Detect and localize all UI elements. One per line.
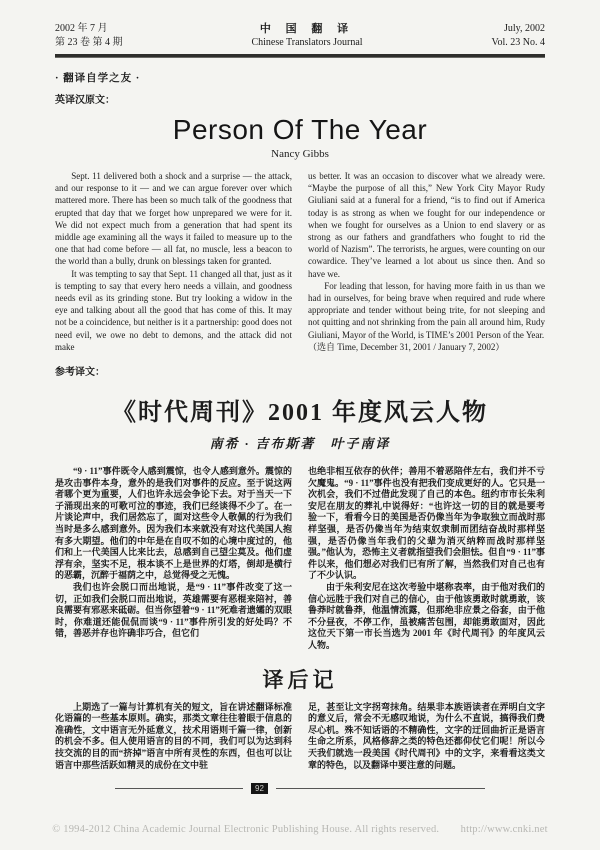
- header-issue-cn: [55, 22, 123, 50]
- translation-title: 《时代周刊》2001 年度风云人物: [112, 400, 488, 427]
- header-date-cn: 2002 年 7 月: [55, 23, 108, 34]
- column-section-label: · 翻译自学之友 ·: [55, 73, 141, 84]
- translation-paragraph: 我们也许会脱口而出地说，是“9 · 11”事件改变了这一切，正如我们会脱口而出地说，英雄需要有恶棍来陪衬，善良需要有邪恶来砥砺。但当你望着“9 · 11”死难者遗孀的双眼时，你难道还能侃侃而谈“9 · 11”事件所引发的好处吗？不错，善恶并存也许确非巧合，但它们: [55, 581, 292, 639]
- footer-rule-left: [115, 788, 243, 789]
- copyright-notice: © 1994-2012 China Academic Journal Electronic Publishing House. All rights reserved. http://www.cnki.net: [52, 824, 548, 835]
- postscript-paragraph: 上期选了一篇与计算机有关的短文，旨在讲述翻译标准化语篇的一些基本原则。确实，那类文章往往着眼于信息的准确性，文中语言无外延意义，技术用语则千篇一律，创新的机会不多。但人使用语言的目的不同，我们可以为达到科技交流的目的而“挤掉”语言中所有灵性的东西，但也可以让语言中那些活跃如精灵的成份在文中驻: [55, 701, 292, 770]
- postscript-paragraph: 足，甚至让文字拐弯抹角。结果非本族语读者在弄明白文字的意义后，常会不无感叹地说，为什么不直说，搞得我们费尽心机。殊不知话语的不精确性，文字的迂回曲折正是语言生命之所系，风格修辞之类的特色还都仰仗它们呢！所以今天我们就选一段美国《时代周刊》中的文字，来看看这类文章的特色，以及翻译中要注意的问题。: [308, 701, 545, 770]
- english-paragraph: For leading that lesson, for having more faith in us than we had in ourselves, for being brave when required and rude where appropriate and tender without being trite, for not sleeping and not quitting and not shrinking from the pain all around him, Rudy Giuliani, Mayor of the World, is TIME’s 2001 Person of the Year.: [308, 280, 545, 340]
- english-paragraph: It was tempting to say that Sept. 11 changed all that, just as it is tempting to say that every hero needs a villain, and goodness needs evil as its grinding stone. But try looking a widow in the eye and talking about all the good that has come of this. It may not be a coincidence, but neither is it a partnership: good does not need evil, we owe no debt to demons, and the attack did not make: [55, 268, 292, 352]
- translation-paragraph: 由于朱利安尼在这次考验中堪称表率，由于他对我们的信心远胜于我们对自己的信心，由于他该勇敢时就勇敢，该鲁莽时就鲁莽，他温情流露，但那绝非应景之俗套，由于他不分昼夜，不停工作，虽被痛苦包围，却能勇敢面对，因此这位天下第一市长当选为 2001 年《时代周刊》的年度风云人物。: [308, 581, 545, 650]
- postscript-right-column: [308, 702, 545, 772]
- translation-paragraph: 也绝非相互依存的伙伴；善用不着恶陪伴左右，我们并不亏欠魔鬼。“9 · 11”事件也没有把我们变成更好的人。它只是一次机会，我们不过借此发现了自己的本色。纽约市市长朱利安尼在朋友的葬礼中说得好：“也许这一切的目的就是要考验一下，看看今日的美国是否仍像当年为争取独立而战时那样坚强，是否仍像当年为结束奴隶制而团结奋战时那样坚强，是否仍像当年我们的父辈为消灭纳粹而战时那样坚强。”他认为，恐怖主义者就指望我们会胆怯。但自“9 · 11”事件以来，他们想必对我们已有所了解，当然我们对自己也有了不少认识。: [308, 466, 545, 581]
- english-paragraph: us better. It was an occasion to discover what we already were. “Maybe the purpose of all this,” New York City Mayor Rudy Giuliani said at a funeral for a friend, “is to find out if America today is as strong as when we fought for our independence or when we fought for ourselves as a Union to end slavery or as strong as our fathers and grandfathers who fought to rid the world of Nazism”. The terrorists, he argues, were counting on our cowardice. They’ve learned a lot about us since then. And so have we.: [308, 171, 545, 279]
- footer-rule: [115, 783, 485, 794]
- translation-paragraph: “9 · 11”事件既令人感到震惊，也令人感到意外。震惊的是攻击事件本身，意外的是我们对事件的反应。至于说这两者哪个更为重要，人们也许永远会争论下去。对于当天一下子涌现出来的可歌可泣的事迹，我们已经谈得不少了。在一片谈论声中，我们居然忘了，面对这些令人敬佩的行为我们当时是多么感到意外。因为我们本来就没有对这代美国人抱有多大期望。他们的中年是在自叹不如的心境中度过的，他们和上一代美国人比来比去，总感到自己望尘莫及。他们虚浮有余，坚实不足，根本谈不上是世界的灯塔，倒却是横行的恶霸，沉醉于福荫之中，总觉得受之无愧。: [55, 466, 292, 581]
- english-left-column: [55, 170, 292, 353]
- page-number-badge: 92: [251, 783, 268, 794]
- article-title: Person Of The Year: [172, 114, 428, 145]
- header-divider: [55, 54, 545, 58]
- postscript-columns: [55, 702, 545, 772]
- translation-left-column: [55, 466, 292, 652]
- header-journal-title: [251, 22, 362, 50]
- english-paragraph: Sept. 11 delivered both a shock and a surprise — the attack, and our response to it — and we can argue forever over which mattered more. There has been so much talk of the goodness that erupted that day that we forget how unprepared we were for it. We did not expect much from a generation that had spent its middle age examining all the ways it failed to measure up to the one that had come before — all fat, no muscle, less a beacon to the world than a bully, drunk on blessings taken for granted.: [55, 171, 292, 267]
- journal-title-en: Chinese Translators Journal: [251, 37, 363, 48]
- reference-translation-label: 参考译文：: [55, 367, 105, 379]
- postscript-title: 译后记: [262, 667, 338, 692]
- header-issue-en: [492, 22, 545, 50]
- header-date-en: July, 2002: [503, 23, 545, 34]
- article-author: Nancy Gibbs: [271, 148, 329, 160]
- translation-byline: 南希 · 吉布斯著 叶子南译: [209, 436, 391, 452]
- header-volume-cn: 第 23 卷 第 4 期: [55, 37, 123, 48]
- header-volume-en: Vol. 23 No. 4: [491, 37, 545, 48]
- english-right-column: [308, 170, 545, 353]
- translation-right-column: [308, 466, 545, 652]
- english-article-columns: [55, 170, 545, 353]
- journal-title-cn: 中 国 翻 译: [259, 23, 355, 35]
- source-text-label: 英译汉原文：: [55, 95, 115, 106]
- journal-header: [55, 22, 545, 50]
- postscript-left-column: [55, 702, 292, 772]
- footer-rule-right: [276, 788, 485, 789]
- article-source-citation: （选自 Time, December 31, 2001 / January 7, 2002）: [308, 341, 505, 352]
- translation-columns: [55, 466, 545, 652]
